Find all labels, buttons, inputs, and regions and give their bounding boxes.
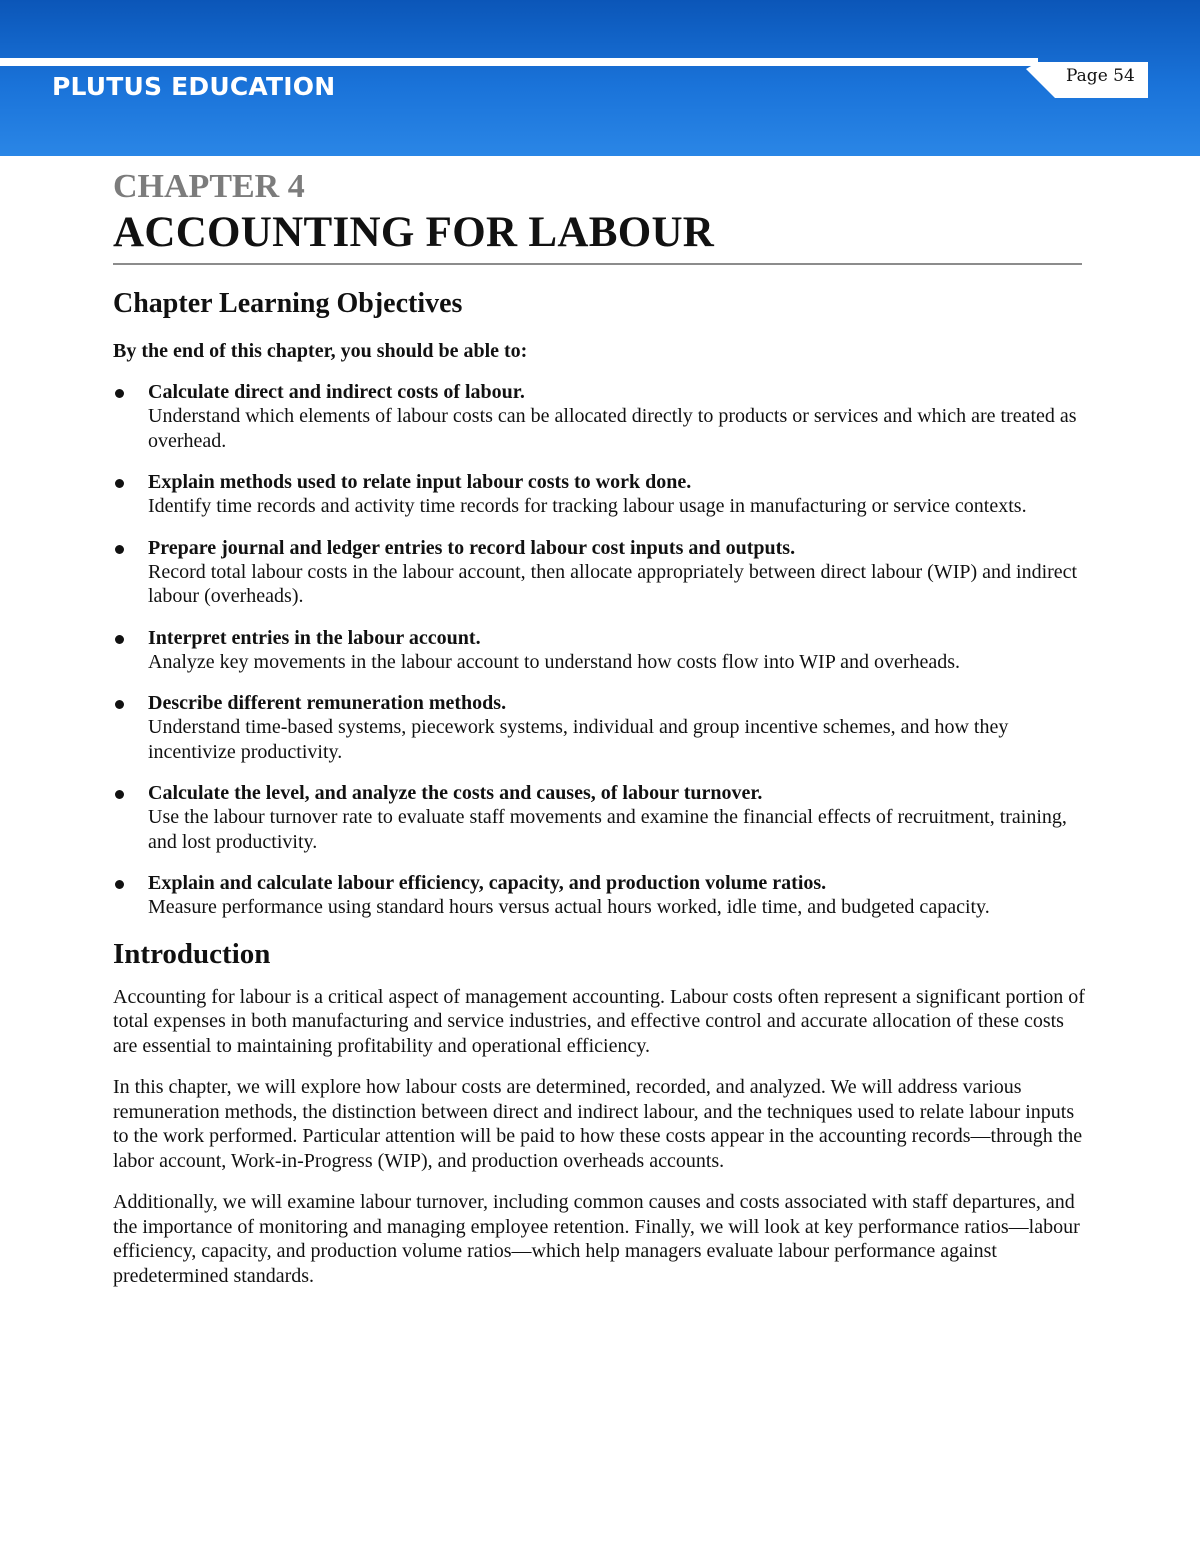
objective-title: Describe different remuneration methods.: [148, 692, 507, 714]
bullet-icon: [115, 389, 124, 398]
page-number: Page 54: [1066, 66, 1135, 86]
objective-description: Identify time records and activity time records for tracking labour usage in manufacturing or service contexts.: [148, 495, 1027, 517]
objectives-list: [113, 380, 1088, 920]
objective-item: [113, 536, 1088, 609]
objectives-intro: By the end of this chapter, you should be able to:: [113, 340, 528, 362]
introduction-heading: Introduction: [113, 937, 271, 970]
bullet-icon: [115, 479, 124, 488]
introduction-paragraph: Additionally, we will examine labour turnover, including common causes and costs associated with staff departures, and the importance of monitoring and managing employee retention. Finally, we will look at key performance ratios—labour efficiency, capacity, and production volume ratios—which help managers evaluate labour performance against predetermined standards.: [113, 1191, 1080, 1287]
introduction-paragraph: In this chapter, we will explore how labour costs are determined, recorded, and analyzed. We will address various remuneration methods, the distinction between direct and indirect labour, and the techniques used to relate labour inputs to the work performed. Particular attention will be paid to how these costs appear in the accounting records—through the labor account, Work-in-Progress (WIP), and production overheads accounts.: [113, 1076, 1083, 1172]
bullet-icon: [115, 880, 124, 889]
objective-item: [113, 470, 1088, 519]
objective-item: [113, 626, 1088, 675]
header-band: [0, 0, 1200, 156]
chapter-title: ACCOUNTING FOR LABOUR: [113, 209, 715, 256]
page-content: [113, 165, 1088, 1288]
objective-item: [113, 781, 1088, 854]
objective-description: Measure performance using standard hours versus actual hours worked, idle time, and budgeted capacity.: [148, 896, 990, 918]
objective-title: Explain methods used to relate input labour costs to work done.: [148, 471, 692, 493]
introduction-paragraph: Accounting for labour is a critical aspect of management accounting. Labour costs often represent a significant portion of total expenses in both manufacturing and service industries, and effective control and accurate allocation of these costs are essential to maintaining profitability and operational efficiency.: [113, 985, 1085, 1057]
objectives-heading: Chapter Learning Objectives: [113, 288, 463, 319]
objective-title: Explain and calculate labour efficiency, capacity, and production volume ratios.: [148, 872, 827, 894]
objective-description: Record total labour costs in the labour account, then allocate appropriately between direct labour (WIP) and indirect labour (overheads).: [148, 560, 1078, 607]
brand-logo-text: PLUTUS EDUCATION: [52, 72, 336, 101]
chapter-label: CHAPTER 4: [113, 168, 305, 205]
objective-title: Interpret entries in the labour account.: [148, 626, 481, 649]
bullet-icon: [115, 700, 124, 709]
objective-description: Understand time-based systems, piecework systems, individual and group incentive schemes, and how they incentivize productivity.: [148, 716, 1009, 763]
bullet-icon: [115, 545, 124, 554]
objective-item: [113, 380, 1088, 453]
objective-title: Calculate direct and indirect costs of labour.: [148, 381, 525, 403]
objective-description: Analyze key movements in the labour account to understand how costs flow into WIP and overheads.: [148, 650, 961, 673]
objective-title: Calculate the level, and analyze the costs and causes, of labour turnover.: [148, 782, 763, 804]
objective-description: Understand which elements of labour costs can be allocated directly to products or services and which are treated as overhead.: [148, 405, 1077, 452]
objective-description: Use the labour turnover rate to evaluate staff movements and examine the financial effects of recruitment, training, and lost productivity.: [148, 806, 1067, 853]
objective-title: Prepare journal and ledger entries to record labour cost inputs and outputs.: [148, 536, 796, 559]
objective-item: [113, 691, 1088, 764]
bullet-icon: [115, 635, 124, 644]
title-divider: [113, 263, 1082, 265]
bullet-icon: [115, 790, 124, 799]
header-rule: [0, 58, 1038, 66]
objective-item: [113, 871, 1088, 920]
